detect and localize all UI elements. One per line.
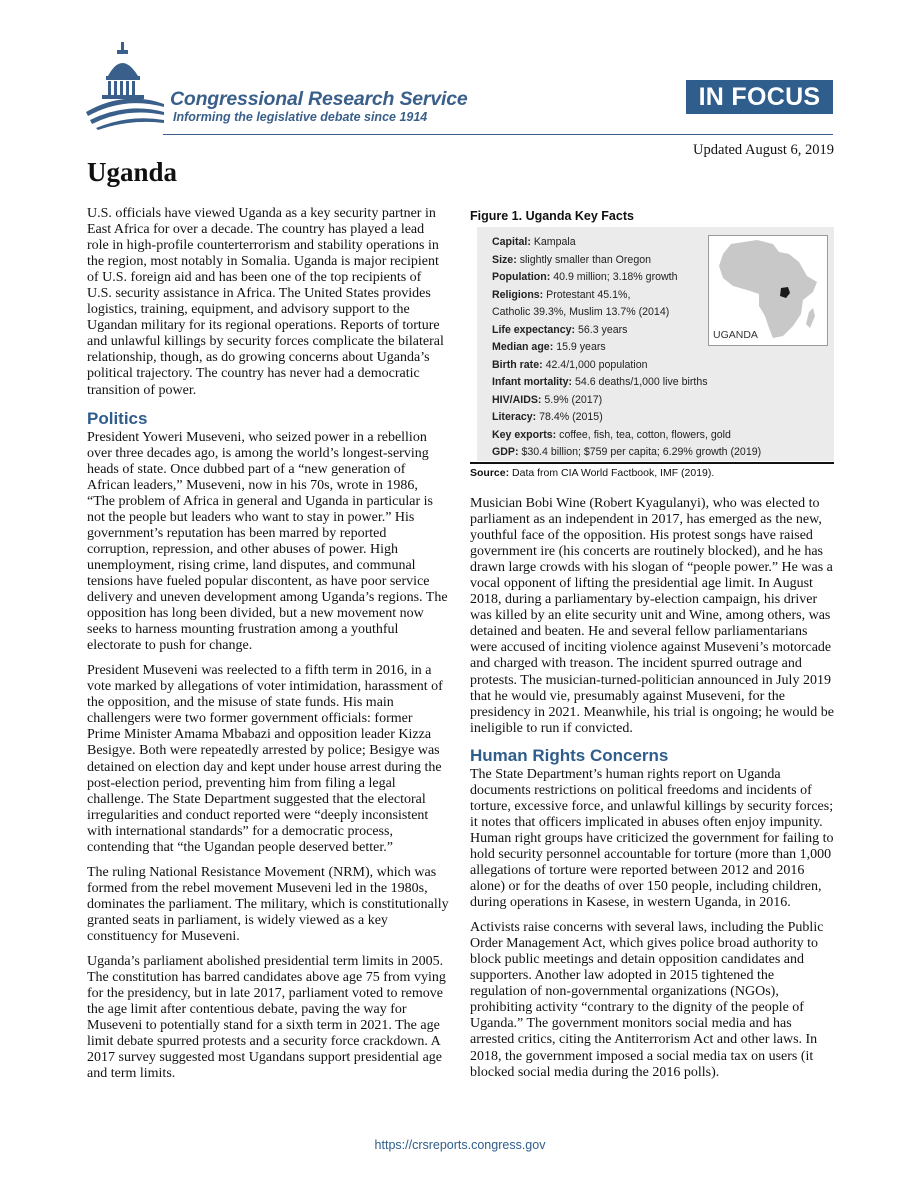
updated-date: Updated August 6, 2019 — [693, 142, 834, 158]
key-fact-label: Infant mortality: — [492, 376, 573, 388]
key-fact-row — [492, 444, 761, 462]
key-fact-row — [492, 374, 761, 392]
key-fact-value: 54.6 deaths/1,000 live births — [575, 376, 708, 388]
figure-source — [470, 467, 714, 479]
key-fact-row — [492, 409, 761, 427]
key-fact-row — [492, 357, 761, 375]
human-rights-paragraph-1: The State Department’s human rights report on Uganda documents restrictions on political freedoms and incidents of torture, excessive force, and unlawful killings by security forces; it notes that officers implicated in abuses often enjoy impunity. Human right groups have criticized the government for failing to hold security personnel accountable for torture (more than 1,000 allegations of torture were reported between 2012 and 2016 alone) or for the deaths of over 150 people, including children, during operations in Kasese, in western Uganda, in 2016. — [470, 766, 834, 911]
key-fact-value: $30.4 billion; $759 per capita; 6.29% growth (2019) — [521, 446, 762, 458]
politics-paragraph-4: Uganda’s parliament abolished presidential term limits in 2005. The constitution has barred candidates above age 75 from vying for the presidency, but in late 2017, parliament voted to remove the age limit after contentious debate, paving the way for Museveni to potentially stand for a sixth term in 2021. The age limit debate spurred protests and a security force crackdown. A 2017 survey suggested most Ugandans support presidential age and term limits. — [87, 954, 446, 1082]
intro-paragraph: U.S. officials have viewed Uganda as a key security partner in East Africa for over a decade. The country has played a lead role in high-profile counterterrorism and stability operations in the region, most notably in Somalia. Uganda is major recipient of U.S. foreign aid and has been one of the top recipients of U.S. security assistance in Africa. The United States provides logistics, training, equipment, and advisory support to the Ugandan military for its regional operations. Reports of torture and unlawful killings by security forces complicate the bilateral relationship, though, as do growing concerns about Uganda’s political trajectory. The country has never had a democratic transition of power. — [87, 206, 444, 398]
key-fact-label: Life expectancy: — [492, 323, 576, 336]
source-text: Data from CIA World Factbook, IMF (2019). — [512, 467, 715, 479]
key-fact-value: 42.4/1,000 population — [545, 358, 648, 371]
key-fact-value: coffee, fish, tea, cotton, flowers, gold — [559, 428, 731, 441]
politics-paragraph-2: President Museveni was reelected to a fifth term in 2016, in a vote marked by allegations of voter intimidation, harassment of the opposition, and the misuse of state funds. His main challengers were two former government officials: former Prime Minister Amama Mbabazi and opposition leader Kizza Besigye. Both were repeatedly arrested by police; Besigye was detained on election day and kept under house arrest during the post-election period, preventing him from filing a legal challenge. The State Department suggested that the electoral irregularities and conduct reported were “deeply inconsistent with international standards” for a democratic process, contending that “the Ugandan people deserved better.” — [87, 663, 443, 855]
org-tagline: Informing the legislative debate since 1914 — [173, 110, 428, 124]
politics-paragraph-1: President Yoweri Museveni, who seized power in a rebellion over three decades ago, is among the world’s longest-serving heads of state. Once dubbed part of a “new generation of African leaders,” Museveni, now in his 70s, wrote in 1986, “The problem of Africa in general and Uganda in particular is not the people but leaders who want to stay in power.” His government’s reputation has been marred by reported corruption, repression, and other abuses of power. High unemployment, rising crime, land disputes, and communal tensions have fueled popular discontent, as have poor service delivery and uneven development among Uganda’s regions. The opposition has long been divided, but a new movement now seeks to harness mounting frustration among a youthful electorate to push for change. — [87, 429, 448, 654]
key-fact-label: Capital: — [492, 236, 531, 248]
key-fact-row — [492, 427, 761, 445]
key-fact-row — [492, 392, 761, 410]
key-fact-label: HIV/AIDS: — [492, 393, 542, 406]
key-fact-value: Kampala — [533, 236, 576, 248]
key-fact-value: 40.9 million; 3.18% growth — [553, 271, 678, 283]
left-column — [87, 206, 449, 1091]
right-column — [470, 496, 834, 1090]
in-focus-badge: IN FOCUS — [686, 80, 833, 114]
key-fact-label: GDP: — [492, 446, 519, 458]
key-fact-value: 15.9 years — [556, 341, 606, 353]
key-fact-value: slightly smaller than Oregon — [519, 253, 651, 266]
human-rights-heading: Human Rights Concerns — [470, 745, 669, 765]
key-fact-value: 5.9% (2017) — [544, 393, 603, 406]
figure-bottom-rule — [470, 462, 834, 464]
key-fact-label: Population: — [492, 271, 551, 283]
politics-heading: Politics — [87, 408, 148, 428]
key-fact-value: Catholic 39.3%, Muslim 13.7% (2014) — [492, 306, 670, 318]
footer-url[interactable]: https://crsreports.congress.gov — [374, 1138, 546, 1152]
source-label: Source: — [470, 467, 510, 479]
key-fact-label: Size: — [492, 253, 517, 266]
key-fact-label: Birth rate: — [492, 358, 543, 371]
crs-logo-capitol-icon — [84, 40, 166, 130]
map-label: UGANDA — [713, 329, 758, 341]
politics-paragraph-3: The ruling National Resistance Movement (NRM), which was formed from the rebel movement Museveni led in the 1980s, dominates the parliament. The military, which is constitutionally granted seats in parliament, is widely viewed as a key constituency for Museveni. — [87, 864, 449, 944]
org-name: Congressional Research Service — [170, 88, 468, 110]
key-fact-label: Religions: — [492, 288, 544, 301]
figure-title: Figure 1. Uganda Key Facts — [470, 209, 634, 223]
bobi-wine-paragraph: Musician Bobi Wine (Robert Kyagulanyi), who was elected to parliament as an independent in 2017, has emerged as the new, youthful face of the opposition. His protest songs have raised government ire (his concerts are routinely blocked), and he has drawn large crowds with his slogan of “people power.” He was a vocal opponent of lifting the presidential age limit. In August 2018, during a parliamentary by-election campaign, his driver was killed by an elite security unit and Wine, among others, was detained and beaten. He and several fellow parliamentarians were accused of inciting violence against Museveni’s motorcade and charged with treason. The incident spurred outrage and protests. The musician-turned-politician announced in July 2019 that he would vie, presumably against Museveni, for the presidency in 2021. Meanwhile, his trial is ongoing; he would be ineligible to run if convicted. — [470, 496, 834, 736]
key-fact-label: Key exports: — [492, 428, 557, 441]
key-fact-value: 56.3 years — [577, 323, 628, 336]
key-fact-label: Median age: — [492, 341, 554, 353]
page-title: Uganda — [87, 157, 178, 187]
key-fact-value: Protestant 45.1%, — [546, 288, 631, 301]
header-divider — [163, 134, 833, 135]
madagascar-icon — [806, 308, 815, 328]
key-fact-label: Literacy: — [492, 411, 537, 423]
human-rights-paragraph-2: Activists raise concerns with several laws, including the Public Order Management Act, which gives police broad authority to block public meetings and detain opposition candidates and supporters. Another law adopted in 2015 tightened the regulation of non-governmental organizations (NGOs), prohibiting activity “contrary to the dignity of the people of Uganda.” The government monitors social media and has arrested critics, citing the Antiterrorism Act and other laws. In 2018, the government imposed a social media tax on users (it blocked social media during the 2016 polls). — [470, 920, 824, 1080]
africa-landmass-icon — [719, 240, 817, 338]
key-fact-value: 78.4% (2015) — [539, 411, 603, 423]
